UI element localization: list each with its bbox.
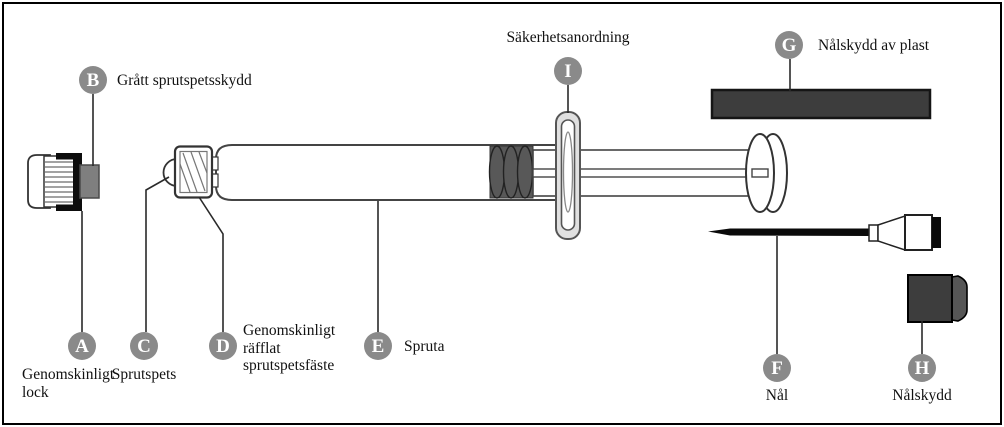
gray-tip-cap	[80, 165, 99, 198]
callout-label-d: Genomskinligt räfflat sprutspetsfäste	[243, 322, 336, 374]
needle-cap	[908, 275, 967, 322]
leader-c	[146, 177, 169, 332]
needle	[708, 229, 869, 237]
callout-badge-c: C	[130, 332, 158, 360]
callout-label-c: Sprutspets	[111, 366, 177, 383]
callout-label-h: Nålskydd	[892, 387, 952, 404]
callout-badge-b: B	[79, 66, 107, 94]
leader-d	[199, 197, 223, 332]
callout-badge-d: D	[209, 332, 237, 360]
callout-label-f: Nål	[765, 387, 789, 404]
transparent-cap	[28, 153, 82, 211]
plunger-thumb-disc	[746, 134, 787, 212]
plunger-seal	[490, 146, 534, 198]
callout-label-i: Säkerhetsanordning	[506, 29, 630, 46]
ribbed-tip-fitting	[175, 147, 212, 198]
callout-badge-i: I	[554, 57, 582, 85]
callout-label-a: Genomskinligt lock	[22, 366, 115, 401]
needle-hub	[869, 215, 941, 250]
callout-badge-h: H	[908, 354, 936, 382]
needle-shield-bar	[712, 90, 930, 118]
callout-badge-e: E	[364, 332, 392, 360]
callout-label-e: Spruta	[404, 338, 445, 355]
callout-badge-a: A	[68, 332, 96, 360]
callout-label-b: Grått sprutspetsskydd	[117, 72, 252, 89]
callout-badge-g: G	[775, 31, 803, 59]
callout-badge-f: F	[763, 354, 791, 382]
safety-device	[556, 112, 580, 239]
callout-label-g: Nålskydd av plast	[818, 37, 930, 54]
